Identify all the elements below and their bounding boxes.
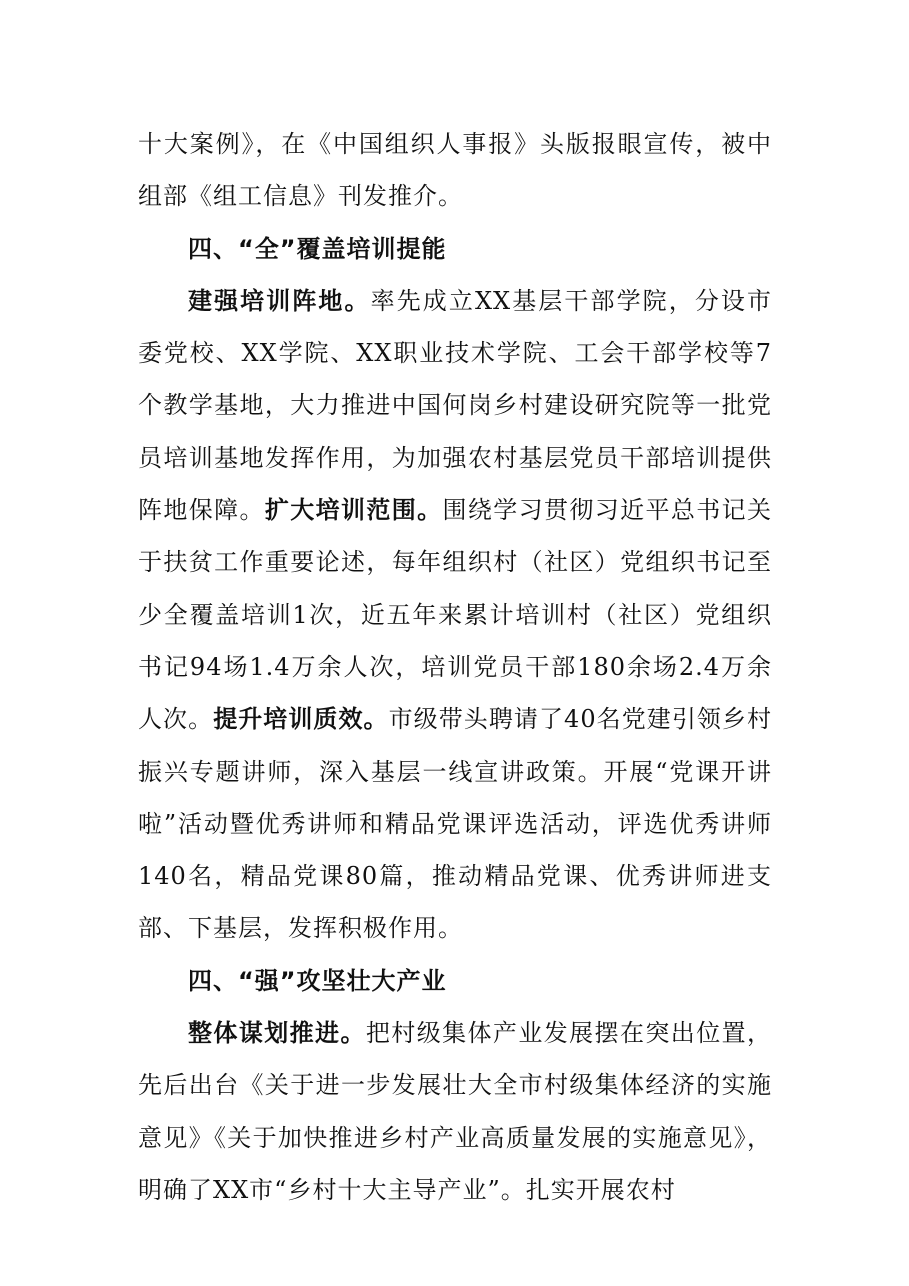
paragraph-training: [138, 275, 772, 955]
paragraph-text-quality: 市级带头聘请了40名党建引领乡村振兴专题讲师，深入基层一线宣讲政策。开展“党课开讲啦”活动暨优秀讲师和精品党课评选活动，评选优秀讲师140名，精品党课80篇，推动精品党课、优秀讲师进支部、下基层，发挥积极作用。: [138, 705, 773, 943]
paragraph-industry: [138, 1007, 772, 1216]
section-heading-industry: 四、“强”攻坚壮大产业: [188, 966, 447, 995]
paragraph-text-base: 率先成立XX基层干部学院，分设市委党校、XX学院、XX职业技术学院、工会干部学校等7个教学基地，大力推进中国何岗乡村建设研究院等一批党员培训基地发挥作用，为加强农村基层党员干部培训提供阵地保障。: [138, 286, 772, 525]
lead-phrase-planning: 整体谋划推进。: [188, 1019, 366, 1048]
lead-phrase-quality: 提升培训质效。: [213, 705, 389, 734]
paragraph-text-planning: 把村级集体产业发展摆在突出位置，先后出台《关于进一步发展壮大全市村级集体经济的实施意见》《关于加快推进乡村产业高质量发展的实施意见》，明确了XX市“乡村十大主导产业”。扎实开展农村: [138, 1019, 773, 1204]
paragraph-continued: 十大案例》，在《中国组织人事报》头版报眼宣传，被中组部《组工信息》刊发推介。: [138, 130, 772, 211]
section-heading-training: 四、“全”覆盖培训提能: [188, 234, 447, 263]
lead-phrase-scope: 扩大培训范围。: [264, 496, 443, 525]
lead-phrase-base: 建强培训阵地。: [188, 286, 371, 315]
document-page: [138, 118, 772, 1216]
paragraph-text-scope: 围绕学习贯彻习近平总书记关于扶贫工作重要论述，每年组织村（社区）党组织书记至少全覆盖培训1次，近五年来累计培训村（社区）党组织书记94场1.4万余人次，培训党员干部180余场2.4万余人次。: [138, 496, 772, 734]
